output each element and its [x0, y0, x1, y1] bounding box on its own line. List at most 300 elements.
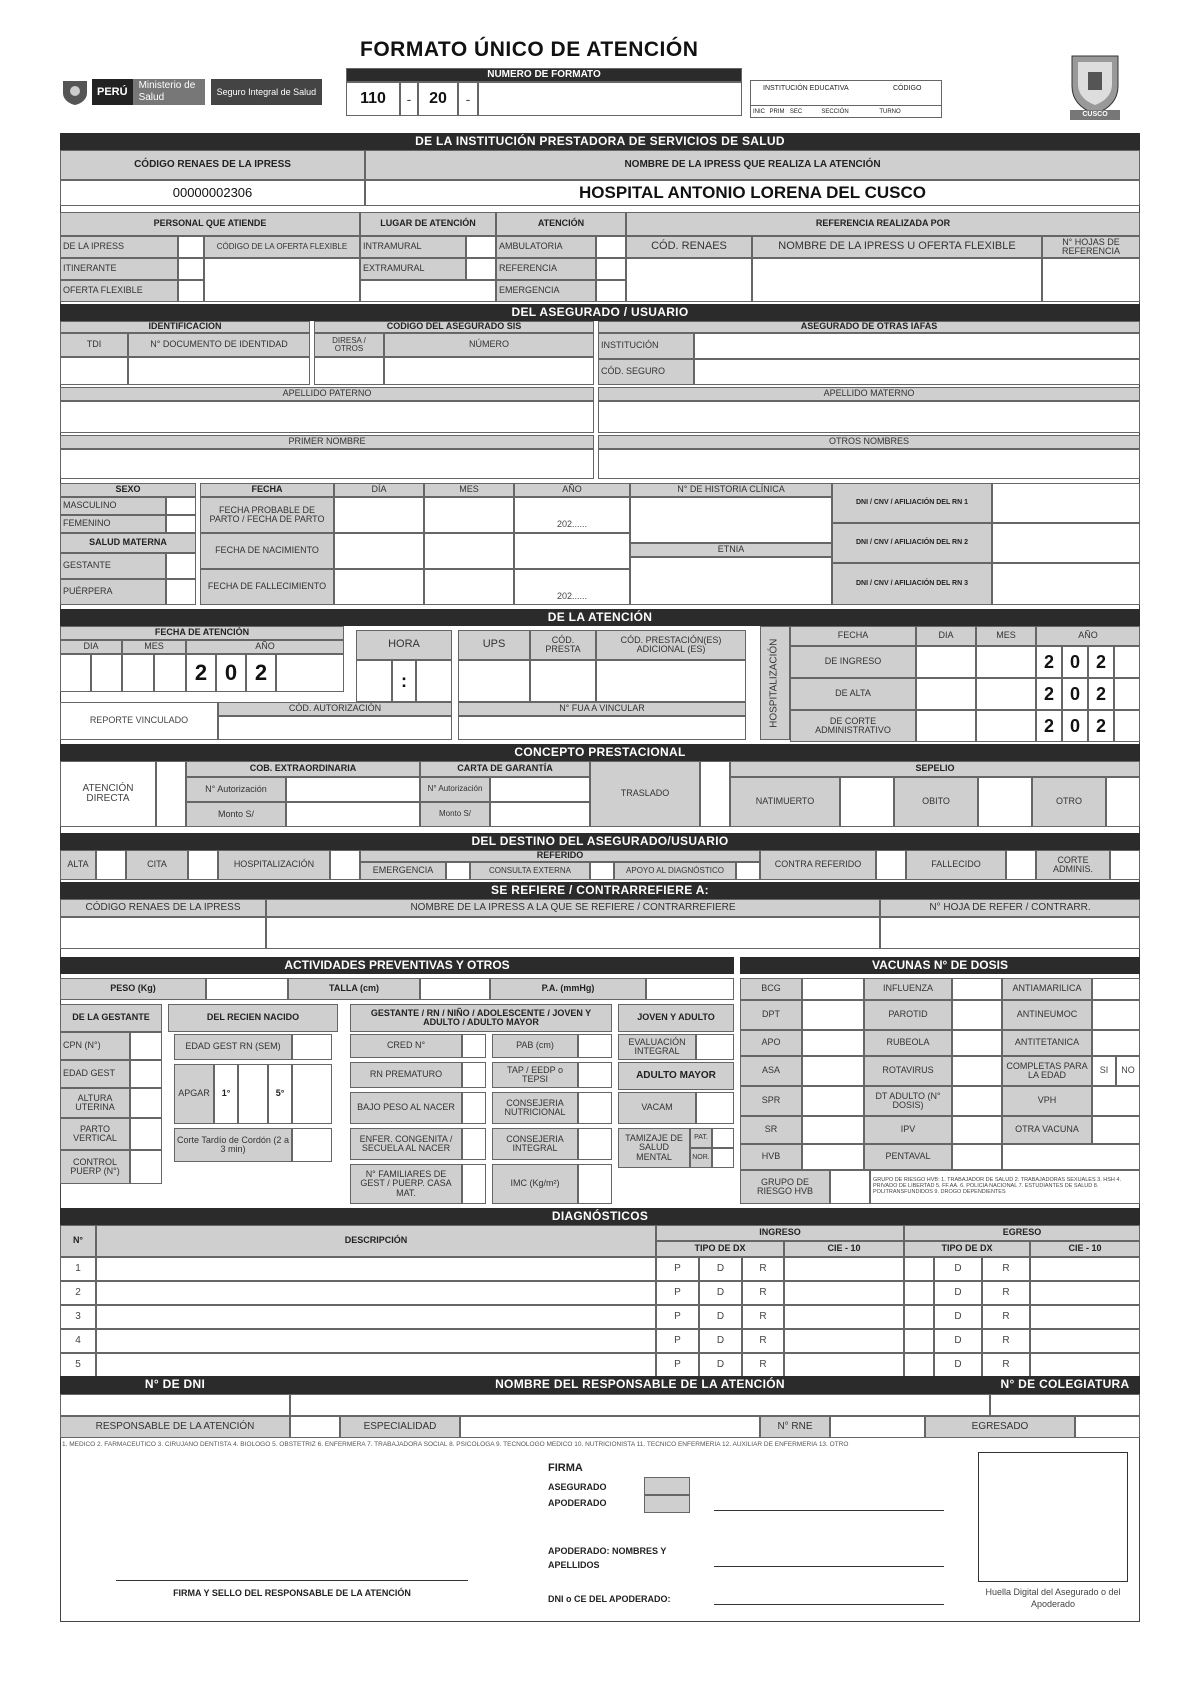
rn-prem-value[interactable]	[462, 1062, 486, 1088]
pentaval-value[interactable]	[952, 1144, 1002, 1170]
diresa-label: DIRESA / OTROS	[314, 333, 384, 357]
nombre-ref-value[interactable]	[752, 258, 1042, 302]
fnac-anio[interactable]	[514, 533, 630, 569]
completas-si[interactable]: SI	[1092, 1056, 1116, 1086]
alta-dest-check[interactable]	[96, 850, 126, 880]
enfer-value[interactable]	[462, 1128, 486, 1160]
fpp-anio[interactable]: 202......	[514, 497, 630, 533]
diag-row-cie-egreso[interactable]	[1030, 1281, 1140, 1305]
vph-value[interactable]	[1092, 1086, 1140, 1116]
cob-title: COB. EXTRAORDINARIA	[186, 761, 420, 777]
fecha-title: FECHA	[200, 483, 334, 497]
tap-label: TAP / EEDP o TEPSI	[492, 1062, 578, 1088]
joven-title: JOVEN Y ADULTO	[618, 1004, 734, 1032]
cob-naut-label: N° Autorización	[186, 777, 286, 802]
traslado-check[interactable]	[700, 761, 730, 827]
intramural-check[interactable]	[466, 236, 496, 258]
imc-value[interactable]	[578, 1164, 612, 1204]
referencia-label: REFERENCIA	[496, 258, 596, 280]
bajo-value[interactable]	[462, 1092, 486, 1124]
femenino-check[interactable]	[166, 515, 196, 533]
numero-3[interactable]	[478, 82, 742, 116]
ref-renaes-value[interactable]	[60, 917, 266, 949]
pa-label: P.A. (mmHg)	[490, 978, 646, 1000]
fpp-mes[interactable]	[424, 497, 514, 533]
firma-resp-line[interactable]	[116, 1580, 468, 1581]
otros-nombres-value[interactable]	[598, 449, 1140, 479]
alta-y4[interactable]	[1114, 678, 1140, 710]
tap-value[interactable]	[578, 1062, 612, 1088]
corte-y4[interactable]	[1114, 710, 1140, 742]
diag-row-cie-ingreso[interactable]	[784, 1257, 904, 1281]
inic-label: INIC	[753, 109, 765, 115]
talla-label: TALLA (cm)	[288, 978, 420, 1000]
directa-check[interactable]	[156, 761, 186, 827]
nombre-ipress-label: NOMBRE DE LA IPRESS QUE REALIZA LA ATENCIÓN	[365, 150, 1140, 180]
corte-dia[interactable]	[916, 710, 976, 742]
diag-row-cie-ingreso[interactable]	[784, 1305, 904, 1329]
asa-value[interactable]	[802, 1056, 864, 1086]
corte-dest-check[interactable]	[1110, 850, 1140, 880]
sexo-title: SEXO	[60, 483, 196, 497]
influenza-value[interactable]	[952, 978, 1002, 1000]
diag-row-cie-egreso[interactable]	[1030, 1305, 1140, 1329]
contra-label: CONTRA REFERIDO	[760, 850, 876, 880]
extramural-check[interactable]	[466, 258, 496, 280]
oferta-label: OFERTA FLEXIBLE	[60, 280, 178, 302]
cob-monto-value[interactable]	[286, 802, 420, 827]
ffall-label: FECHA DE FALLECIMIENTO	[200, 569, 334, 605]
nombre-resp-value[interactable]	[290, 1394, 990, 1416]
ref-por-title: REFERENCIA REALIZADA POR	[626, 212, 1140, 236]
cob-monto-label: Monto S/	[186, 802, 286, 827]
control-value[interactable]	[130, 1150, 162, 1184]
diag-row-tipo-d[interactable]: D	[699, 1305, 742, 1329]
peso-value[interactable]	[206, 978, 288, 1000]
lugar-blank	[360, 280, 496, 302]
diag-row-tipo-r[interactable]: R	[742, 1281, 784, 1305]
cpn-label: CPN (N°)	[60, 1032, 130, 1060]
cod-sis-title: CÓDIGO DEL ASEGURADO SIS	[314, 321, 594, 333]
diag-row-number: 4	[60, 1329, 96, 1353]
ndoc-value[interactable]	[128, 357, 310, 385]
pab-value[interactable]	[578, 1034, 612, 1058]
ndoc-label: N° DOCUMENTO DE IDENTIDAD	[128, 333, 310, 357]
apoyo-check[interactable]	[736, 862, 760, 880]
hora-colon: :	[392, 660, 416, 702]
diag-row-eg-d[interactable]: D	[934, 1281, 982, 1305]
diag-row-tipo-r[interactable]: R	[742, 1305, 784, 1329]
diag-row-tipo-r[interactable]: R	[742, 1329, 784, 1353]
ffall-mes[interactable]	[424, 569, 514, 605]
masculino-check[interactable]	[166, 497, 196, 515]
grupos-title: GESTANTE / RN / NIÑO / ADOLESCENTE / JOVEN Y ADULTO / ADULTO MAYOR	[350, 1004, 612, 1032]
primer-nombre-value[interactable]	[60, 449, 594, 479]
responsable-value[interactable]	[290, 1416, 340, 1438]
apgar-1-value[interactable]	[238, 1064, 268, 1124]
at-mes-1[interactable]	[122, 654, 154, 692]
diag-row-tipo-p[interactable]: P	[656, 1305, 699, 1329]
diresa-value[interactable]	[314, 357, 384, 385]
anio-label: AÑO	[514, 483, 630, 497]
apod-nombres-line[interactable]	[714, 1566, 944, 1567]
cod-adic-value[interactable]	[596, 660, 746, 702]
otros-nombres-label: OTROS NOMBRES	[598, 435, 1140, 449]
hora-m[interactable]	[416, 660, 452, 702]
cusco-emblem	[1062, 48, 1128, 122]
spr-value[interactable]	[802, 1086, 864, 1116]
ingreso-y4[interactable]	[1114, 646, 1140, 678]
tdi-label: TDI	[60, 333, 128, 357]
cons-int-value[interactable]	[578, 1128, 612, 1160]
cod-seguro-label: CÓD. SEGURO	[598, 359, 694, 385]
otro-check[interactable]	[1106, 777, 1140, 827]
at-dia-2[interactable]	[91, 654, 122, 692]
pa-value[interactable]	[646, 978, 734, 1000]
pat-check[interactable]	[712, 1128, 734, 1148]
diag-row-eg-r[interactable]: R	[982, 1257, 1030, 1281]
ffall-dia[interactable]	[334, 569, 424, 605]
grupo-riesgo-value[interactable]	[830, 1170, 870, 1204]
otra-vacuna-label: OTRA VACUNA	[1002, 1116, 1092, 1144]
otras-iafas-title: ASEGURADO DE OTRAS IAFAS	[598, 321, 1140, 333]
edad-rn-value[interactable]	[292, 1034, 332, 1060]
diag-row-eg-d[interactable]: D	[934, 1305, 982, 1329]
cpn-value[interactable]	[130, 1032, 162, 1060]
diag-row-eg-r[interactable]: R	[982, 1329, 1030, 1353]
diag-row-tipo-r[interactable]: R	[742, 1257, 784, 1281]
carta-monto-value[interactable]	[490, 802, 590, 827]
diag-row-tipo-p[interactable]: P	[656, 1353, 699, 1377]
fallecido-label: FALLECIDO	[906, 850, 1006, 880]
edad-gest-value[interactable]	[130, 1060, 162, 1088]
diag-row-cie-ingreso[interactable]	[784, 1329, 904, 1353]
ingreso-dia[interactable]	[916, 646, 976, 678]
ref-hoja-value[interactable]	[880, 917, 1140, 949]
bcg-label: BCG	[740, 978, 802, 1000]
ap-paterno-label: APELLIDO PATERNO	[60, 387, 594, 401]
ups-value[interactable]	[458, 660, 530, 702]
cod-presta-label: CÓD. PRESTA	[530, 630, 596, 660]
shield-icon	[58, 78, 92, 106]
dash-2: -	[458, 82, 478, 116]
carta-naut-value[interactable]	[490, 777, 590, 802]
fecha-at-title: FECHA DE ATENCIÓN	[60, 626, 344, 640]
fnac-dia[interactable]	[334, 533, 424, 569]
hc-label: N° DE HISTORIA CLÍNICA	[630, 483, 832, 497]
rotavirus-label: ROTAVIRUS	[864, 1056, 952, 1086]
ingreso-y3: 2	[1088, 646, 1114, 678]
diag-row-eg-r[interactable]: R	[982, 1353, 1030, 1377]
diag-egreso-label: EGRESO	[904, 1225, 1140, 1241]
dt-value[interactable]	[952, 1086, 1002, 1116]
rotavirus-value[interactable]	[952, 1056, 1002, 1086]
coleg-label: N° DE COLEGIATURA	[1000, 1377, 1130, 1391]
dni-value[interactable]	[60, 1394, 290, 1416]
reporte-label: REPORTE VINCULADO	[60, 702, 218, 740]
natimuerto-label: NATIMUERTO	[730, 777, 840, 827]
ipv-value[interactable]	[952, 1116, 1002, 1144]
at-anio-d1: 2	[186, 654, 216, 692]
diag-row-cie-egreso[interactable]	[1030, 1353, 1140, 1377]
contra-check[interactable]	[876, 850, 906, 880]
ref-hoja-label: N° HOJA DE REFER / CONTRARR.	[880, 899, 1140, 917]
antiamarilica-value[interactable]	[1092, 978, 1140, 1000]
rne-value[interactable]	[830, 1416, 925, 1438]
hosp-mes-label: MES	[976, 626, 1036, 646]
bcg-value[interactable]	[802, 978, 864, 1000]
nor-check[interactable]	[712, 1148, 734, 1168]
gestante-check[interactable]	[166, 553, 196, 579]
cod-renaes-ref-value[interactable]	[626, 258, 752, 302]
dpt-value[interactable]	[802, 1000, 864, 1030]
cob-naut-value[interactable]	[286, 777, 420, 802]
dash-1: -	[400, 82, 418, 116]
diag-n-label: N°	[60, 1225, 96, 1257]
diag-row-number: 2	[60, 1281, 96, 1305]
completas-no[interactable]: NO	[1116, 1056, 1140, 1086]
inst-edu-label: INSTITUCIÓN EDUCATIVA	[763, 85, 849, 92]
especialidad-value[interactable]	[460, 1416, 760, 1438]
ingreso-label: DE INGRESO	[790, 646, 916, 678]
enfer-label: ENFER. CONGENITA / SECUELA AL NACER	[350, 1128, 462, 1160]
sepelio-title: SEPELIO	[730, 761, 1140, 777]
dni-apod-label: DNI o CE DEL APODERADO:	[548, 1594, 671, 1604]
firma-asegurado-check[interactable]	[644, 1477, 690, 1495]
diag-row-tipo-p[interactable]: P	[656, 1281, 699, 1305]
cod-aut-value[interactable]	[218, 716, 452, 740]
corte-mes[interactable]	[976, 710, 1036, 742]
hosp-dia-label: DIA	[916, 626, 976, 646]
diag-row-tipo-d[interactable]: D	[699, 1329, 742, 1353]
numero-value[interactable]	[384, 357, 594, 385]
cod-seguro-value[interactable]	[694, 359, 1140, 385]
diag-row-eg-d[interactable]: D	[934, 1257, 982, 1281]
diag-row-eg-r[interactable]: R	[982, 1281, 1030, 1305]
corte-cordon-value[interactable]	[292, 1128, 332, 1162]
huella-box[interactable]	[978, 1452, 1128, 1582]
emergencia-check[interactable]	[596, 280, 626, 302]
fpp-dia[interactable]	[334, 497, 424, 533]
ref-renaes-label: CÓDIGO RENAES DE LA IPRESS	[60, 899, 266, 917]
egresado-label: EGRESADO	[925, 1416, 1075, 1438]
antineumoc-label: ANTINEUMOC	[1002, 1000, 1092, 1030]
diag-row-tipo-d[interactable]: D	[699, 1257, 742, 1281]
apgar-5-value[interactable]	[292, 1064, 332, 1124]
diag-row-cie-egreso[interactable]	[1030, 1329, 1140, 1353]
referencia-check[interactable]	[596, 258, 626, 280]
ap-materno-value[interactable]	[598, 401, 1140, 433]
apod-nombres-label: APODERADO: NOMBRES Y APELLIDOS	[548, 1546, 667, 1570]
firma-line[interactable]	[714, 1510, 944, 1511]
diag-row-description[interactable]	[96, 1281, 656, 1305]
at-anio-d3: 2	[246, 654, 276, 692]
antiamarilica-label: ANTIAMARILICA	[1002, 978, 1092, 1000]
rn2-value[interactable]	[992, 523, 1140, 563]
vacam-label: VACAM	[618, 1092, 696, 1124]
talla-value[interactable]	[420, 978, 490, 1000]
hvb-value[interactable]	[802, 1144, 864, 1170]
rn2-label: DNI / CNV / AFILIACIÓN DEL RN 2	[832, 523, 992, 563]
fua-value[interactable]	[458, 716, 746, 740]
ffall-anio[interactable]: 202......	[514, 569, 630, 605]
alta-y2: 0	[1062, 678, 1088, 710]
carta-naut-label: N° Autorización	[420, 777, 490, 802]
renaes-label: CÓDIGO RENAES DE LA IPRESS	[60, 150, 365, 180]
cita-check[interactable]	[188, 850, 218, 880]
antineumoc-value[interactable]	[1092, 1000, 1140, 1030]
diag-row-eg-d[interactable]: D	[934, 1353, 982, 1377]
numero-formato-label: NUMERO DE FORMATO	[346, 68, 742, 82]
femenino-label: FEMENINO	[60, 515, 166, 533]
rn-prem-label: RN PREMATURO	[350, 1062, 462, 1088]
corte-cordon-label: Corte Tardío de Cordón (2 a 3 min)	[174, 1128, 292, 1162]
tamizaje-label: TAMIZAJE DE SALUD MENTAL	[618, 1128, 690, 1168]
consulta-label: CONSULTA EXTERNA	[470, 862, 590, 880]
hosp-dest-label: HOSPITALIZACIÓN	[218, 850, 330, 880]
hosp-vertical-label: HOSPITALIZACIÓN	[760, 626, 790, 740]
cita-label: CITA	[126, 850, 188, 880]
asa-label: ASA	[740, 1056, 802, 1086]
egresado-value[interactable]	[1075, 1416, 1140, 1438]
numero-2[interactable]: 20	[418, 82, 458, 116]
tdi-value[interactable]	[60, 357, 128, 385]
altura-value[interactable]	[130, 1088, 162, 1118]
alta-mes[interactable]	[976, 678, 1036, 710]
fam-value[interactable]	[462, 1164, 486, 1204]
puerpera-check[interactable]	[166, 579, 196, 605]
nombre-ipress-value[interactable]: HOSPITAL ANTONIO LORENA DEL CUSCO	[365, 180, 1140, 206]
apo-value[interactable]	[802, 1030, 864, 1056]
ingreso-mes[interactable]	[976, 646, 1036, 678]
rn3-value[interactable]	[992, 563, 1140, 605]
fnac-label: FECHA DE NACIMIENTO	[200, 533, 334, 569]
de-ipress-check[interactable]	[178, 236, 204, 258]
at-dia-1[interactable]	[60, 654, 91, 692]
diag-row-cie-egreso[interactable]	[1030, 1257, 1140, 1281]
section-concepto: CONCEPTO PRESTACIONAL	[60, 744, 1140, 761]
diag-row-description[interactable]	[96, 1353, 656, 1377]
etnia-label: ETNIA	[630, 543, 832, 557]
control-label: CONTROL PUERP (N°)	[60, 1150, 130, 1184]
at-anio-d4[interactable]	[276, 654, 344, 692]
edad-gest-label: EDAD GEST	[60, 1060, 130, 1088]
ap-paterno-value[interactable]	[60, 401, 594, 433]
diag-row-tipo-p[interactable]: P	[656, 1329, 699, 1353]
numero-1[interactable]: 110	[346, 82, 400, 116]
diag-row-tipo-p[interactable]: P	[656, 1257, 699, 1281]
alta-y3: 2	[1088, 678, 1114, 710]
diag-row-eg-r[interactable]: R	[982, 1305, 1030, 1329]
otra-vacuna-value[interactable]	[1092, 1116, 1140, 1144]
natimuerto-check[interactable]	[840, 777, 894, 827]
huella-label: Huella Digital del Asegurado o del Apoderado	[985, 1587, 1121, 1609]
section-refiere: SE REFIERE / CONTRARREFIERE A:	[60, 882, 1140, 899]
cons-nut-value[interactable]	[578, 1092, 612, 1124]
rubeola-value[interactable]	[952, 1030, 1002, 1056]
antitetanica-value[interactable]	[1092, 1030, 1140, 1056]
ref-nombre-value[interactable]	[266, 917, 880, 949]
emergencia-dest-check[interactable]	[446, 862, 470, 880]
dni-apod-line[interactable]	[714, 1604, 944, 1605]
parotid-value[interactable]	[952, 1000, 1002, 1030]
alta-hosp-label: DE ALTA	[790, 678, 916, 710]
diag-row-eg-d[interactable]: D	[934, 1329, 982, 1353]
ambulatoria-label: AMBULATORIA	[496, 236, 596, 258]
etnia-value[interactable]	[630, 557, 832, 605]
diag-row-cie-ingreso[interactable]	[784, 1353, 904, 1377]
diag-row-number: 5	[60, 1353, 96, 1377]
firma-apoderado-label: APODERADO	[548, 1498, 607, 1508]
diag-row-tipo-r[interactable]: R	[742, 1353, 784, 1377]
diag-row-description[interactable]	[96, 1305, 656, 1329]
cons-int-label: CONSEJERIA INTEGRAL	[492, 1128, 578, 1160]
hosp-dest-check[interactable]	[330, 850, 360, 880]
diag-row-eg-blank	[904, 1305, 934, 1329]
diag-tipo-in-label: TIPO DE DX	[656, 1241, 784, 1257]
hora-h[interactable]	[356, 660, 392, 702]
diag-row-tipo-d[interactable]: D	[699, 1353, 742, 1377]
diag-row-description[interactable]	[96, 1329, 656, 1353]
corte-y2: 0	[1062, 710, 1088, 742]
renaes-value[interactable]: 00000002306	[60, 180, 365, 206]
imc-label: IMC (Kg/m²)	[492, 1164, 578, 1204]
diag-row-description[interactable]	[96, 1257, 656, 1281]
antitetanica-label: ANTITETANICA	[1002, 1030, 1092, 1056]
parto-value[interactable]	[130, 1118, 162, 1150]
sr-label: SR	[740, 1116, 802, 1144]
sr-value[interactable]	[802, 1116, 864, 1144]
vph-label: VPH	[1002, 1086, 1092, 1116]
fnac-mes[interactable]	[424, 533, 514, 569]
corte-y3: 2	[1088, 710, 1114, 742]
cod-oferta-value[interactable]	[204, 258, 360, 302]
itinerante-check[interactable]	[178, 258, 204, 280]
influenza-label: INFLUENZA	[864, 978, 952, 1000]
section-ipress: DE LA INSTITUCIÓN PRESTADORA DE SERVICIOS DE SALUD	[60, 133, 1140, 150]
sis-label: Seguro Integral de Salud	[211, 79, 323, 105]
apgar-5-label: 5°	[268, 1064, 292, 1124]
hora-label: HORA	[356, 630, 452, 660]
consulta-check[interactable]	[590, 862, 614, 880]
obito-check[interactable]	[978, 777, 1032, 827]
rn1-value[interactable]	[992, 483, 1140, 523]
oferta-check[interactable]	[178, 280, 204, 302]
hojas-value[interactable]	[1042, 258, 1140, 302]
institucion-value[interactable]	[694, 333, 1140, 359]
rubeola-label: RUBEOLA	[864, 1030, 952, 1056]
hc-value[interactable]	[630, 497, 832, 543]
cusco-label: CUSCO	[1082, 111, 1108, 118]
ingreso-y2: 0	[1062, 646, 1088, 678]
eval-value[interactable]	[696, 1034, 734, 1060]
firma-apoderado-check[interactable]	[644, 1495, 690, 1513]
firma-asegurado-label: ASEGURADO	[548, 1482, 607, 1492]
firma-label: FIRMA	[548, 1462, 583, 1474]
vacam-value[interactable]	[696, 1092, 734, 1124]
cred-value[interactable]	[462, 1034, 486, 1058]
sec-label: SEC	[789, 109, 803, 115]
alta-dia[interactable]	[916, 678, 976, 710]
at-mes-2[interactable]	[154, 654, 186, 692]
de-ipress-label: DE LA IPRESS	[60, 236, 178, 258]
diag-row-tipo-d[interactable]: D	[699, 1281, 742, 1305]
cod-presta-value[interactable]	[530, 660, 596, 702]
ambulatoria-check[interactable]	[596, 236, 626, 258]
fallecido-check[interactable]	[1006, 850, 1036, 880]
coleg-value[interactable]	[990, 1394, 1140, 1416]
diag-row-cie-ingreso[interactable]	[784, 1281, 904, 1305]
